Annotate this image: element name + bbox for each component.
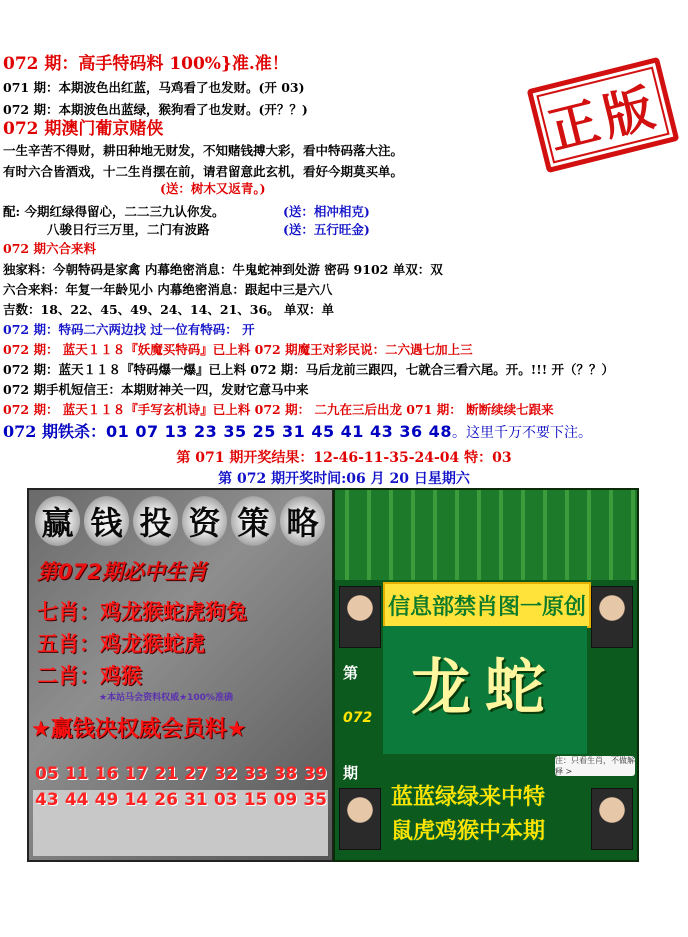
line-poem-1: 一生辛苦不得财，耕田种地无财发，不知赌钱搏大彩，看中特码落大注。	[3, 143, 404, 158]
line-exclusive: 独家料：今朝特码是家禽 内幕绝密消息：牛鬼蛇神到处游 密码 9102 单双：双	[3, 262, 443, 277]
line-macau-heading: 072 期澳门葡京赌侠	[3, 119, 164, 139]
line-special-hint: 072 期：特码二六两边找 过一位有特码： 开	[3, 322, 255, 337]
iron-kill-prefix: 072 期铁杀：	[3, 422, 106, 441]
small-note: ★本站马会资料权威★100%准确	[99, 693, 233, 703]
info-banner	[383, 582, 591, 628]
side-issue: 072	[343, 710, 373, 726]
number: 43	[35, 790, 59, 810]
portrait-top-right	[591, 586, 633, 648]
line-071-color: 071 期：本期波色出红蓝，马鸡看了也发财。(开 03)	[3, 80, 305, 95]
side-di: 第	[343, 664, 359, 682]
flower-border	[335, 490, 637, 580]
number: 33	[243, 764, 268, 784]
note-tag	[555, 756, 635, 776]
line-pair-2-gift: (送：五行旺金)	[283, 222, 370, 237]
title-char: 资	[182, 496, 227, 546]
number: 31	[184, 790, 208, 810]
number: 21	[154, 764, 178, 784]
member-banner: ★赢钱决权威会员料★	[31, 717, 247, 742]
number: 39	[303, 764, 327, 784]
portrait-bottom-left	[339, 788, 381, 850]
number: 09	[273, 790, 298, 810]
right-panel	[333, 488, 639, 862]
title-char: 略	[280, 496, 325, 546]
line-lucky-numbers: 吉数：18、22、45、49、24、14、21、36。 单双：单	[3, 302, 335, 317]
line-pair-1-gift: (送：相冲相克)	[283, 204, 370, 219]
number: 14	[124, 790, 149, 810]
left-panel-issue: 第072期必中生肖	[37, 560, 207, 584]
side-qi: 期	[343, 764, 359, 782]
portrait-bottom-right	[591, 788, 633, 850]
slogan-1: 蓝蓝绿绿来中特	[391, 785, 546, 810]
line-handwritten-tip: 072 期： 蓝天１１８『手写玄机诗』已上料 072 期： 二九在三后出龙 071 期： 断断续续七跟来	[3, 402, 554, 417]
seven-zodiac: 七肖：鸡龙猴蛇虎狗兔	[37, 600, 247, 624]
info-banner-text: 信息部禁肖图一原创	[387, 594, 586, 620]
number: 16	[94, 764, 119, 784]
line-pair-1: 配: 今期红绿得留心，二二三九认你发。	[3, 204, 225, 219]
number: 49	[94, 790, 119, 810]
slogan-2: 鼠虎鸡猴中本期	[391, 819, 546, 844]
left-panel-title	[35, 496, 325, 548]
line-gift-1: (送：树木又返青。)	[160, 181, 266, 196]
number: 44	[64, 790, 89, 810]
line-pair-2: 八骏日行三万里，二门有波路	[47, 222, 210, 237]
number: 11	[64, 764, 89, 784]
line-sms-king: 072 期手机短信王：本期财神关一四，发财它意马中来	[3, 382, 309, 397]
number-row-1	[35, 764, 327, 784]
draw-time: 第 072 期开奖时间:06 月 20 日星期六	[218, 471, 470, 487]
number: 05	[35, 764, 59, 784]
title-char: 钱	[84, 496, 129, 546]
number: 32	[213, 764, 238, 784]
note-text: 注：只看生肖，不做解释 >	[555, 756, 635, 776]
iron-kill-suffix: 。这里千万不要下注。	[451, 425, 592, 441]
draw-result: 第 071 期开奖结果：12-46-11-35-24-04 特：03	[176, 450, 512, 466]
authentic-stamp	[527, 57, 680, 173]
zodiac-pick: 龙蛇	[411, 653, 559, 723]
number: 38	[273, 764, 298, 784]
number: 35	[303, 790, 327, 810]
left-panel	[27, 488, 334, 862]
number: 26	[154, 790, 178, 810]
iron-kill-numbers: 01 07 13 23 35 25 31 45 41 43 36 48	[105, 422, 452, 441]
number-row-2	[35, 790, 327, 810]
two-zodiac: 二肖：鸡猴	[37, 664, 142, 688]
title-char: 投	[133, 496, 178, 546]
line-hot-tip: 072 期：高手特码料 100%}准.准！	[3, 54, 289, 74]
number: 27	[184, 764, 208, 784]
line-iron-kill	[3, 423, 592, 442]
line-liuhe-info: 六合来料：年复一年龄见小 内幕绝密消息：跟起中三是六八	[3, 282, 333, 297]
line-demon-tip: 072 期： 蓝天１１８『妖魔买特码』已上料 072 期魔王对彩民说：二六遇七加上三	[3, 342, 473, 357]
five-zodiac: 五肖：鸡龙猴蛇虎	[37, 632, 205, 656]
number: 17	[124, 764, 149, 784]
portrait-top-left	[339, 586, 381, 648]
title-char: 赢	[35, 496, 80, 546]
stamp-text: 正版	[542, 77, 666, 161]
line-explode-tip: 072 期：蓝天１１８『特码爆一爆』已上料 072 期：马后龙前三跟四，七就合三看六尾。开。!!! 开（？？）	[3, 362, 615, 377]
line-072-color: 072 期：本期波色出蓝绿，猴狗看了也发财。(开？？)	[3, 102, 308, 117]
title-char: 策	[231, 496, 276, 546]
number: 03	[213, 790, 238, 810]
line-poem-2: 有时六合皆酒戏，十二生肖摆在前，请君留意此玄机，看好今期莫买单。	[3, 164, 404, 179]
line-liuhe-heading: 072 期六合来料	[3, 241, 96, 256]
number: 15	[243, 790, 268, 810]
